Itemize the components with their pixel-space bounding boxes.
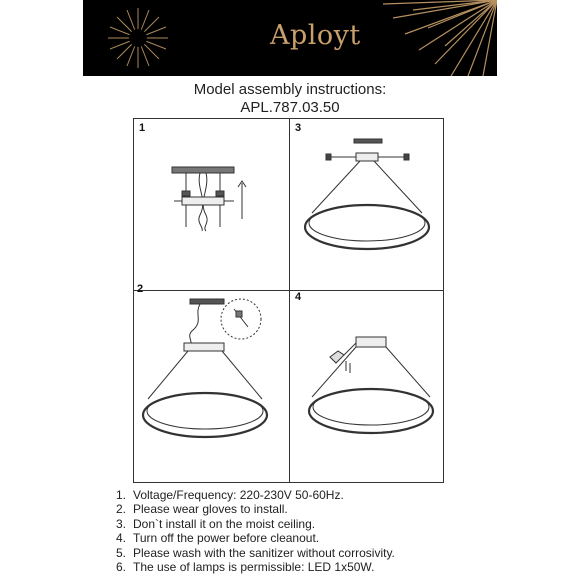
- item-text: Voltage/Frequency: 220-230V 50-60Hz.: [133, 488, 344, 502]
- item-number: 1.: [116, 488, 127, 502]
- wiring-illustration: [134, 291, 289, 483]
- item-number: 4.: [116, 531, 127, 546]
- item-text: Please wear gloves to install.: [133, 502, 288, 517]
- item-number: 2.: [116, 502, 127, 517]
- pendant-ring-illustration: [290, 119, 444, 290]
- step-number: 1: [139, 122, 146, 134]
- model-number: APL.787.03.50: [240, 99, 340, 116]
- brand-logo: Aployt: [270, 20, 361, 51]
- instructions-list: [116, 488, 395, 574]
- panel-step-3: [290, 119, 444, 290]
- list-item: [116, 560, 395, 574]
- list-item: [116, 531, 395, 545]
- panel-step-4: [290, 291, 444, 483]
- instructions-title: Model assembly instructions:: [193, 81, 387, 98]
- step-number: 4: [295, 291, 302, 303]
- list-item: [116, 488, 395, 502]
- item-text: Turn off the power before cleanout.: [133, 531, 320, 546]
- list-item: [116, 546, 395, 560]
- step-number: 2: [137, 283, 144, 295]
- assembly-diagram-grid: [133, 118, 444, 483]
- list-item: [116, 502, 395, 516]
- ceiling-mount-illustration: [134, 119, 289, 290]
- panel-step-2: [134, 283, 289, 483]
- panel-step-1: [134, 119, 289, 290]
- item-text: Don`t install it on the moist ceiling.: [133, 516, 316, 531]
- step-number: 3: [295, 122, 302, 134]
- list-item: [116, 517, 395, 531]
- finished-lamp-illustration: [290, 291, 444, 483]
- item-text: Please wash with the sanitizer without corrosivity.: [133, 545, 395, 560]
- item-number: 5.: [116, 545, 127, 560]
- item-text: The use of lamps is permissible: LED 1x50W.: [133, 560, 375, 575]
- item-number: 6.: [116, 560, 127, 575]
- brand-banner: [83, 0, 497, 76]
- rays-graphic: [383, 0, 497, 76]
- item-number: 3.: [116, 516, 127, 531]
